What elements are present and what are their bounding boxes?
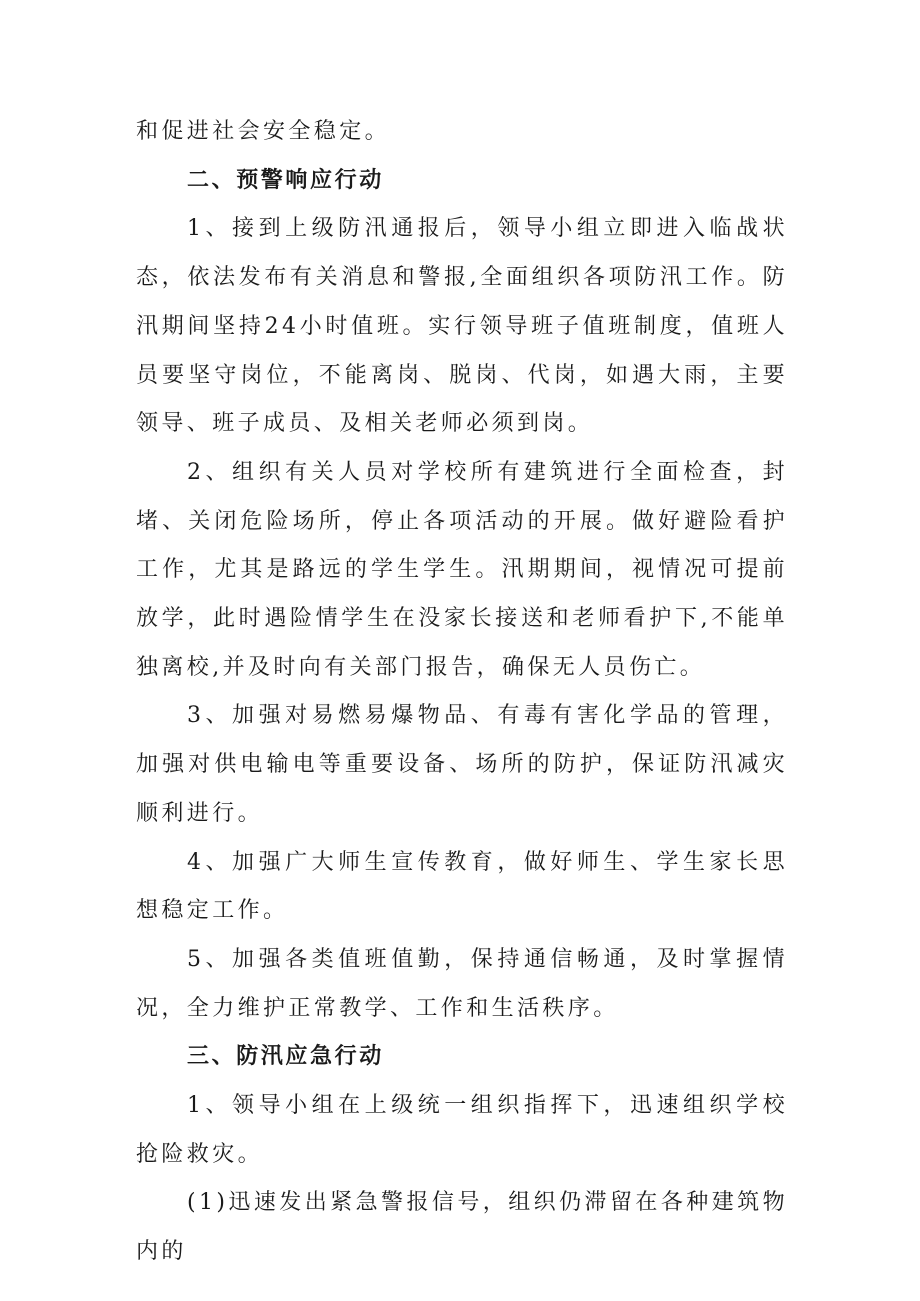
section-heading-warning-response: 二、预警响应行动 (187, 167, 384, 193)
paragraph-item-1: 1、接到上级防汛通报后，领导小组立即进入临战状态，依法发布有关消息和警报,全面组织各项防汛工作。防汛期间坚持24小时值班。实行领导班子值班制度，值班人员要坚守岗位，不能离岗、脱岗、代岗，如遇大雨，主要领导、班子成员、及相关老师必须到岗。 (136, 216, 788, 437)
paragraph-emergency-subitem-1: (1)迅速发出紧急警报信号，组织仍滞留在各种建筑物内的 (136, 1190, 788, 1265)
paragraph-continuation: 和促进社会安全稳定。 (136, 119, 391, 144)
paragraph-item-2: 2、组织有关人员对学校所有建筑进行全面检查，封堵、关闭危险场所，停止各项活动的开展。做好避险看护工作，尤其是路远的学生学生。汛期期间，视情况可提前放学，此时遇险情学生在没家长接送和老师看护下,不能单独离校,并及时向有关部门报告，确保无人员伤亡。 (136, 459, 788, 680)
paragraph-emergency-item-1: 1、领导小组在上级统一组织指挥下，迅速组织学校抢险救灾。 (136, 1093, 788, 1167)
document-body (136, 108, 788, 1277)
paragraph-item-3: 3、加强对易燃易爆物品、有毒有害化学品的管理，加强对供电输电等重要设备、场所的防护，保证防汛减灾顺利进行。 (136, 703, 788, 826)
paragraph-item-5: 5、加强各类值班值勤，保持通信畅通，及时掌握情况，全力维护正常教学、工作和生活秩序。 (136, 946, 788, 1021)
paragraph-item-4: 4、加强广大师生宣传教育，做好师生、学生家长思想稳定工作。 (136, 849, 788, 924)
section-heading-flood-emergency: 三、防汛应急行动 (187, 1044, 384, 1070)
